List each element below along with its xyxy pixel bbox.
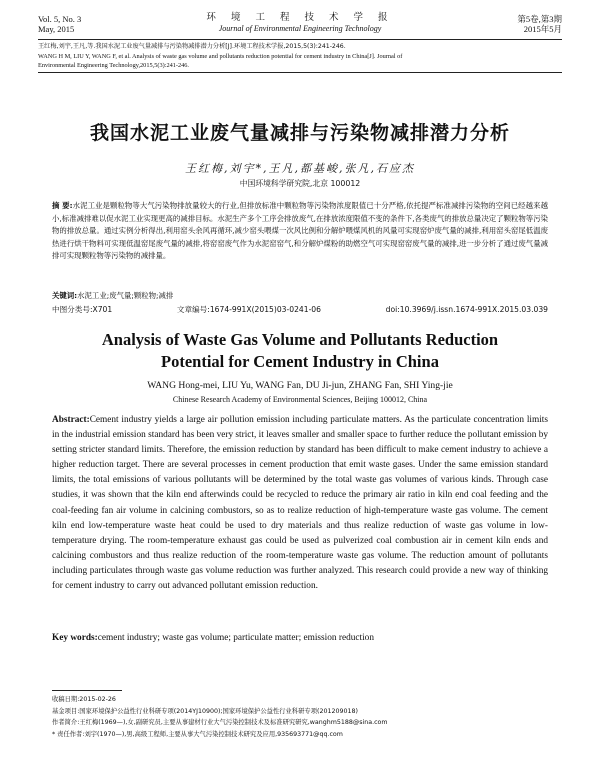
citation-en-line2: Environmental Engineering Technology,2015,5(3):241-246. [38,62,190,69]
header-volume-cn: 第5卷,第3期 [517,14,562,24]
footnotes [52,694,552,740]
header-volume-info [38,14,81,34]
journal-header [150,12,450,34]
abstract-body-cn: 水泥工业是颗粒物等大气污染物排放量较大的行业,但排放标准中颗粒物等污染物浓度限值已十分严格,依托提严标准减排污染物的空间已经越来越小,标准减排难以促水泥工业实现更高的减排目标。水泥生产多个工序会排放废气,在排放浓度限值不变的条件下,各类废气的排放总量决定了颗粒物等污染物的排放总量。通过实例分析得出,利用窑头余风再循环,减少窑头喂煤一次风比例和分解炉喂煤风机的风量可实现窑炉废气量的减排,利用窑头窑尾低温废热进行烘干物料可实现低温窑尾废气量的减排,将窑窑废气作为水泥窑窑气,和分解炉煤粉的助燃空气可实现窑窑废气量的减排,进一步分析了通过废气量减排可实现颗粒物等污染物的减排量。 [52,201,548,261]
header-date: May, 2015 [38,24,75,34]
header-date-cn: 2015年5月 [523,24,562,34]
abstract-body-en: Cement industry yields a large air pollution emission including particulate matters. As the particulate concentration limits in the industrial emission standard has been very strict, it leaves smaller and smaller space to further reduce the pollutant emission by setting stricter standard limits. Therefore, the emission reduction by standard has been difficult to make cement industry to achieve a higher reduction target. There are several processes in cement production that emit waste gases. Under the same emission standard limits, the total emissions of various pollutants will be determined by the total waste gas volumes of various kinds. Through case studies, it was shown that the kiln end afterwinds could be recycled to reduce the primary air ratio in kiln end coal feeding and the coal-feeding fan air volume in calcining combustors, so as to realize reduction of high-temperature waste gas volume. The cement kiln end low-temperature waste heat could be used to dry materials and thus realize reduction of waste gas volume in low-temperature drying. The room-temperature exhaust gas could be used as pulverized coal combustion air in cement kiln ends and calcining combustors and thus realize reduction of the room-temperature waste gas volume. The reduction amount of pollutants including particulates through waste gas volume reduction was further analyzed. This research could provide a new way of thinking for cement industry to carry out advanced pollutant emission reduction. [52,415,548,592]
keywords-body-cn: 水泥工业;废气量;颗粒物;减排 [77,291,174,300]
journal-name-cn: 环 境 工 程 技 术 学 报 [206,12,394,23]
citation-cn: 王红梅,刘宇,王凡,等.我国水泥工业废气量减排与污染物减排潜力分析[J].环境工程技术学报,2015,5(3):241-246. [38,43,346,50]
authors-en: WANG Hong-mei, LIU Yu, WANG Fan, DU Ji-jun, ZHANG Fan, SHI Ying-jie [147,380,453,391]
citation-en-line1: WANG H M, LIU Y, WANG F, et al. Analysis of waste gas volume and pollutants reduction potential for cement industry in China[J]. Journal of [38,53,403,60]
received-date: 收稿日期:2015-02-26 [52,696,116,703]
article-number: 文章编号:1674-991X(2015)03-0241-06 [176,305,321,314]
corresponding-author: * 责任作者:刘宇(1970—),男,高级工程师,主要从事大气污染控制技术研究及应用,935693771@qq.com [52,730,343,738]
keywords-body-en: cement industry; waste gas volume; particulate matter; emission reduction [97,633,374,643]
abstract-label-cn: 摘 要: [52,201,73,210]
keywords-label-en: Key words: [52,633,98,643]
paper-title-en-line2: Potential for Cement Industry in China [161,352,439,371]
affiliation-cn: 中国环境科学研究院,北京 100012 [239,179,361,188]
citation-rule [38,72,562,73]
abstract-label-en: Abstract: [52,415,90,425]
footnote-rule [52,690,122,691]
paper-title-cn: 我国水泥工业废气量减排与污染物减排潜力分析 [89,122,510,144]
funding-note: 基金项目:国家环境保护公益性行业科研专项(2014YJ10900);国家环境保护公益性行业科研专项(201209018) [52,707,358,715]
abstract-en [52,413,548,594]
affiliation-en: Chinese Research Academy of Environmental Sciences, Beijing 100012, China [172,395,428,404]
doi: doi:10.3969/j.issn.1674-991X.2015.03.039 [385,305,548,314]
keywords-cn [52,290,548,303]
keywords-label-cn: 关键词: [52,291,78,300]
author-intro: 作者简介:王红梅(1969—),女,副研究员,主要从事建材行业大气污染控制技术及标准研究研究,wanghm5188@sina.com [52,719,388,726]
authors-cn: 王红梅,刘宇*,王凡,都基峻,张凡,石应杰 [185,162,415,175]
clc-number: 中图分类号:X701 [52,305,113,314]
paper-title-en-line1: Analysis of Waste Gas Volume and Pollutants Reduction [101,330,499,349]
header-volume-info-cn [517,14,562,34]
classification-line [52,304,548,315]
keywords-en [52,632,548,645]
header-volume: Vol. 5, No. 3 [38,14,82,24]
header-rule [38,39,562,40]
abstract-cn [52,200,548,263]
journal-name-en: Journal of Environmental Engineering Technology [218,24,382,33]
